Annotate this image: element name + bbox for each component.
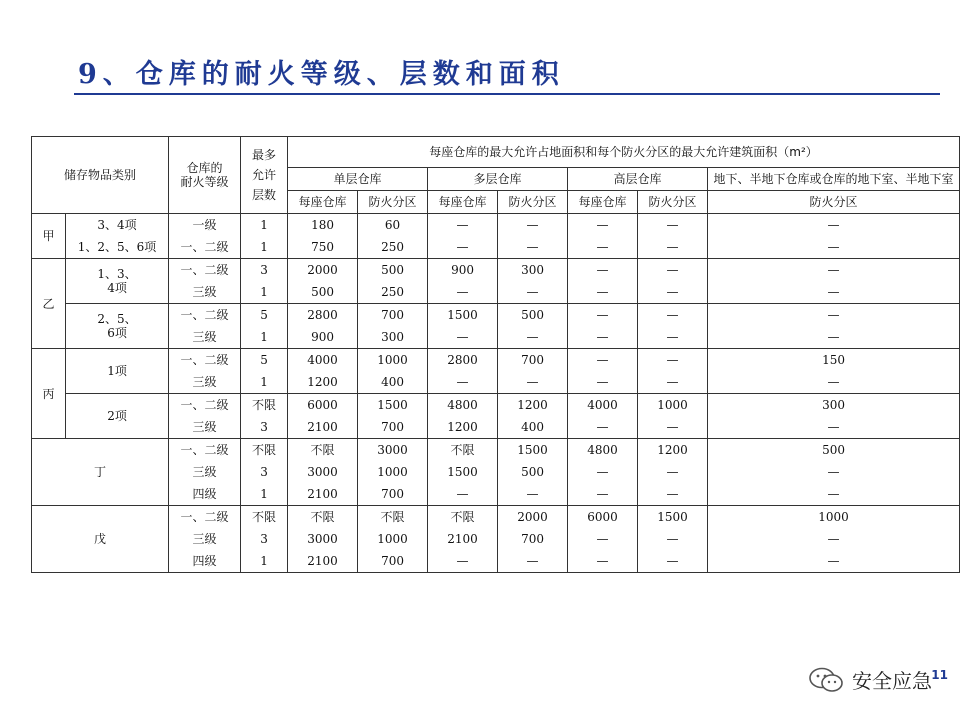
- area-value-cell: —: [498, 371, 568, 394]
- area-value-cell: 1500: [638, 506, 708, 529]
- area-value-cell: —: [708, 461, 960, 483]
- max-floors-cell: 不限: [241, 506, 288, 529]
- max-floors-cell: 1: [241, 281, 288, 304]
- area-value-cell: 1000: [358, 349, 428, 372]
- area-value-cell: 4000: [288, 349, 358, 372]
- header-fire-zone: 防火分区: [358, 191, 428, 214]
- category-class-cell: 甲: [32, 214, 66, 259]
- area-value-cell: 1200: [638, 439, 708, 462]
- area-value-cell: 2800: [288, 304, 358, 327]
- area-value-cell: 1000: [638, 394, 708, 417]
- subcategory-cell: 1、3、 4项: [66, 259, 169, 304]
- area-value-cell: —: [638, 214, 708, 237]
- area-value-cell: 1000: [708, 506, 960, 529]
- area-value-cell: 4000: [568, 394, 638, 417]
- area-value-cell: —: [498, 214, 568, 237]
- area-value-cell: 1000: [358, 528, 428, 550]
- max-floors-cell: 不限: [241, 439, 288, 462]
- area-value-cell: —: [708, 326, 960, 349]
- area-value-cell: —: [638, 550, 708, 573]
- header-high-rise: 高层仓库: [568, 168, 708, 191]
- area-value-cell: —: [428, 214, 498, 237]
- header-area-span: 每座仓库的最大允许占地面积和每个防火分区的最大允许建筑面积（m²）: [288, 137, 960, 168]
- area-value-cell: —: [638, 528, 708, 550]
- area-value-cell: —: [638, 416, 708, 439]
- header-single-storey: 单层仓库: [288, 168, 428, 191]
- area-value-cell: —: [568, 236, 638, 259]
- area-value-cell: —: [498, 326, 568, 349]
- area-value-cell: 1000: [358, 461, 428, 483]
- area-value-cell: —: [568, 416, 638, 439]
- table-row: [32, 304, 960, 327]
- max-floors-cell: 1: [241, 550, 288, 573]
- area-value-cell: 4800: [568, 439, 638, 462]
- area-value-cell: —: [638, 371, 708, 394]
- area-value-cell: —: [638, 259, 708, 282]
- area-value-cell: —: [568, 461, 638, 483]
- warehouse-fire-rating-table: [31, 136, 960, 573]
- area-value-cell: 400: [358, 371, 428, 394]
- area-value-cell: 300: [358, 326, 428, 349]
- table-row: [32, 461, 960, 483]
- category-class-cell: 戊: [32, 506, 169, 573]
- area-value-cell: 1200: [288, 371, 358, 394]
- area-value-cell: 1500: [498, 439, 568, 462]
- fire-grade-cell: 三级: [169, 416, 241, 439]
- header-per-warehouse: 每座仓库: [568, 191, 638, 214]
- table-row: [32, 439, 960, 462]
- table-row: [32, 349, 960, 372]
- subcategory-cell: 1、2、5、6项: [66, 236, 169, 259]
- area-value-cell: 700: [498, 528, 568, 550]
- area-value-cell: 6000: [568, 506, 638, 529]
- max-floors-cell: 5: [241, 349, 288, 372]
- area-value-cell: —: [638, 349, 708, 372]
- area-value-cell: 不限: [428, 506, 498, 529]
- title-divider: [74, 93, 940, 95]
- header-fire-zone: 防火分区: [708, 191, 960, 214]
- category-class-cell: 丁: [32, 439, 169, 506]
- area-value-cell: 1500: [428, 461, 498, 483]
- table-row: [32, 371, 960, 394]
- area-value-cell: —: [568, 259, 638, 282]
- area-value-cell: 2100: [428, 528, 498, 550]
- max-floors-cell: 1: [241, 483, 288, 506]
- fire-grade-cell: 三级: [169, 326, 241, 349]
- area-value-cell: —: [638, 461, 708, 483]
- area-value-cell: —: [708, 528, 960, 550]
- area-value-cell: 不限: [428, 439, 498, 462]
- area-value-cell: 2100: [288, 416, 358, 439]
- area-value-cell: 2100: [288, 550, 358, 573]
- table-row: [32, 416, 960, 439]
- area-value-cell: 500: [498, 461, 568, 483]
- area-value-cell: —: [568, 214, 638, 237]
- header-per-warehouse: 每座仓库: [288, 191, 358, 214]
- area-value-cell: 不限: [288, 506, 358, 529]
- area-value-cell: —: [428, 371, 498, 394]
- fire-grade-cell: 一、二级: [169, 259, 241, 282]
- area-value-cell: —: [708, 236, 960, 259]
- area-value-cell: —: [638, 281, 708, 304]
- area-value-cell: —: [638, 236, 708, 259]
- table-row: [32, 528, 960, 550]
- fire-grade-cell: 一、二级: [169, 506, 241, 529]
- table-row: [32, 236, 960, 259]
- area-value-cell: 500: [288, 281, 358, 304]
- area-value-cell: 300: [498, 259, 568, 282]
- area-value-cell: —: [568, 550, 638, 573]
- area-value-cell: 700: [358, 416, 428, 439]
- area-value-cell: —: [568, 326, 638, 349]
- area-value-cell: —: [708, 550, 960, 573]
- area-value-cell: 700: [498, 349, 568, 372]
- area-value-cell: 300: [708, 394, 960, 417]
- area-value-cell: —: [568, 304, 638, 327]
- area-value-cell: 150: [708, 349, 960, 372]
- subcategory-cell: 3、4项: [66, 214, 169, 237]
- area-value-cell: —: [568, 349, 638, 372]
- area-value-cell: 700: [358, 550, 428, 573]
- header-basement: 地下、半地下仓库或仓库的地下室、半地下室: [708, 168, 960, 191]
- area-value-cell: 3000: [358, 439, 428, 462]
- max-floors-cell: 5: [241, 304, 288, 327]
- area-value-cell: —: [568, 483, 638, 506]
- area-value-cell: —: [498, 550, 568, 573]
- area-value-cell: 750: [288, 236, 358, 259]
- area-value-cell: —: [498, 236, 568, 259]
- area-value-cell: 700: [358, 304, 428, 327]
- area-value-cell: 400: [498, 416, 568, 439]
- header-multi-storey: 多层仓库: [428, 168, 568, 191]
- area-value-cell: —: [708, 304, 960, 327]
- area-value-cell: —: [708, 214, 960, 237]
- subcategory-cell: 1项: [66, 349, 169, 394]
- area-value-cell: 180: [288, 214, 358, 237]
- fire-grade-cell: 一、二级: [169, 304, 241, 327]
- fire-grade-cell: 一、二级: [169, 439, 241, 462]
- table-row: [32, 214, 960, 237]
- page-number: 11: [931, 668, 948, 682]
- max-floors-cell: 3: [241, 461, 288, 483]
- area-value-cell: —: [498, 483, 568, 506]
- max-floors-cell: 3: [241, 416, 288, 439]
- area-value-cell: —: [708, 259, 960, 282]
- header-fire-grade: 仓库的 耐火等级: [169, 137, 241, 214]
- fire-grade-cell: 三级: [169, 528, 241, 550]
- area-value-cell: 6000: [288, 394, 358, 417]
- fire-grade-cell: 一、二级: [169, 394, 241, 417]
- area-value-cell: —: [428, 236, 498, 259]
- area-value-cell: 2000: [498, 506, 568, 529]
- area-value-cell: 不限: [288, 439, 358, 462]
- slide-title: 9、仓库的耐火等级、层数和面积: [78, 59, 565, 90]
- max-floors-cell: 1: [241, 371, 288, 394]
- area-value-cell: 1500: [428, 304, 498, 327]
- area-value-cell: —: [638, 326, 708, 349]
- table-row: [32, 483, 960, 506]
- area-value-cell: —: [568, 528, 638, 550]
- table-row: [32, 281, 960, 304]
- area-value-cell: 500: [708, 439, 960, 462]
- area-value-cell: 不限: [358, 506, 428, 529]
- area-value-cell: —: [638, 304, 708, 327]
- area-value-cell: —: [708, 416, 960, 439]
- area-value-cell: —: [568, 371, 638, 394]
- area-value-cell: —: [708, 483, 960, 506]
- area-value-cell: —: [428, 483, 498, 506]
- area-value-cell: 1500: [358, 394, 428, 417]
- fire-grade-cell: 三级: [169, 281, 241, 304]
- header-fire-zone: 防火分区: [638, 191, 708, 214]
- wechat-icon: [808, 667, 846, 693]
- area-value-cell: 700: [358, 483, 428, 506]
- fire-grade-cell: 一、二级: [169, 349, 241, 372]
- max-floors-cell: 1: [241, 326, 288, 349]
- area-value-cell: 900: [428, 259, 498, 282]
- area-value-cell: 2100: [288, 483, 358, 506]
- area-value-cell: —: [498, 281, 568, 304]
- fire-grade-cell: 一级: [169, 214, 241, 237]
- area-value-cell: —: [638, 483, 708, 506]
- max-floors-cell: 1: [241, 214, 288, 237]
- fire-grade-cell: 一、二级: [169, 236, 241, 259]
- category-class-cell: 丙: [32, 349, 66, 439]
- header-max-floors: 最多 允许 层数: [241, 137, 288, 214]
- brand-name: 安全应急: [852, 669, 932, 693]
- area-value-cell: 60: [358, 214, 428, 237]
- header-per-warehouse: 每座仓库: [428, 191, 498, 214]
- fire-grade-cell: 四级: [169, 483, 241, 506]
- header-fire-zone: 防火分区: [498, 191, 568, 214]
- fire-grade-cell: 三级: [169, 371, 241, 394]
- area-value-cell: —: [428, 550, 498, 573]
- area-value-cell: 500: [498, 304, 568, 327]
- area-value-cell: 500: [358, 259, 428, 282]
- area-value-cell: —: [428, 281, 498, 304]
- area-value-cell: 2800: [428, 349, 498, 372]
- category-class-cell: 乙: [32, 259, 66, 349]
- area-value-cell: —: [708, 371, 960, 394]
- fire-grade-cell: 四级: [169, 550, 241, 573]
- header-category: 储存物品类别: [32, 137, 169, 214]
- area-value-cell: 1200: [498, 394, 568, 417]
- area-value-cell: 3000: [288, 461, 358, 483]
- footer-brand: [808, 665, 932, 694]
- table-row: [32, 550, 960, 573]
- area-value-cell: 250: [358, 281, 428, 304]
- fire-grade-cell: 三级: [169, 461, 241, 483]
- subcategory-cell: 2项: [66, 394, 169, 439]
- table-row: [32, 259, 960, 282]
- area-value-cell: 1200: [428, 416, 498, 439]
- table-row: [32, 326, 960, 349]
- max-floors-cell: 1: [241, 236, 288, 259]
- warehouse-table-container: [31, 136, 960, 573]
- max-floors-cell: 3: [241, 259, 288, 282]
- area-value-cell: —: [568, 281, 638, 304]
- area-value-cell: —: [708, 281, 960, 304]
- subcategory-cell: 2、5、 6项: [66, 304, 169, 349]
- area-value-cell: —: [428, 326, 498, 349]
- max-floors-cell: 3: [241, 528, 288, 550]
- area-value-cell: 3000: [288, 528, 358, 550]
- area-value-cell: 900: [288, 326, 358, 349]
- table-row: [32, 506, 960, 529]
- area-value-cell: 250: [358, 236, 428, 259]
- area-value-cell: 4800: [428, 394, 498, 417]
- area-value-cell: 2000: [288, 259, 358, 282]
- max-floors-cell: 不限: [241, 394, 288, 417]
- table-row: [32, 394, 960, 417]
